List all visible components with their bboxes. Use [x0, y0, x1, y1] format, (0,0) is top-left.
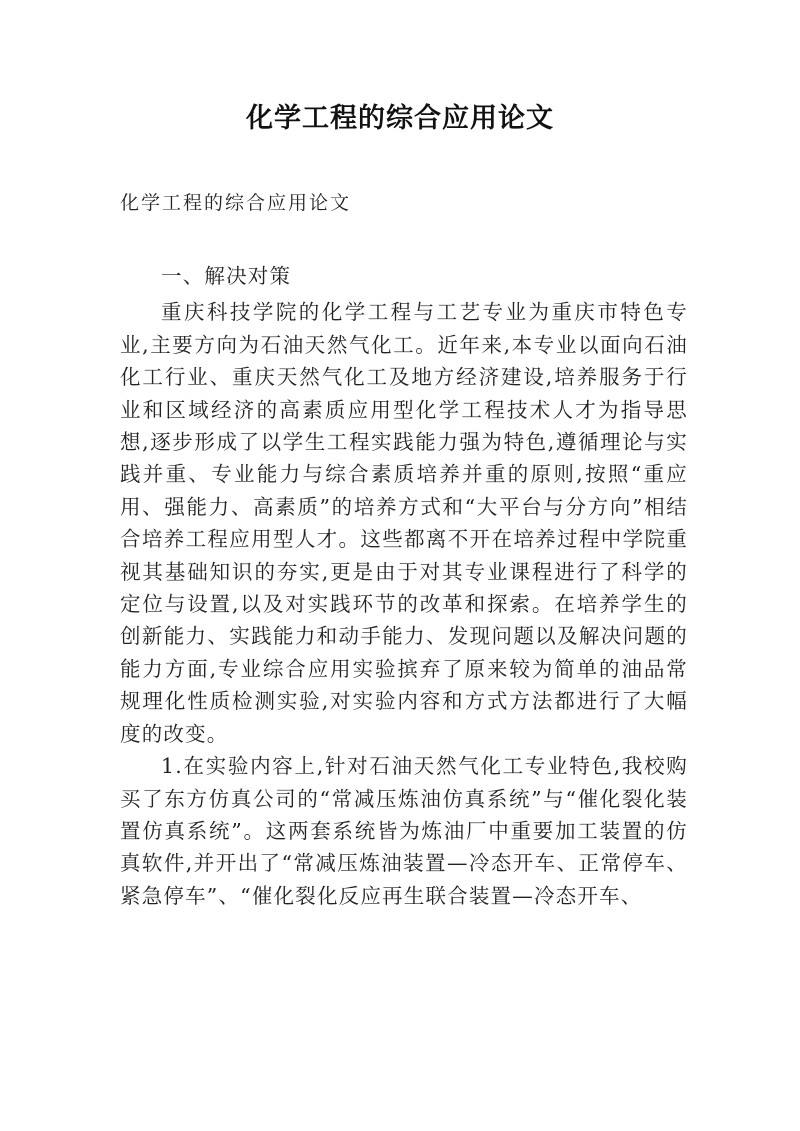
document-subtitle: 化学工程的综合应用论文 — [120, 192, 352, 214]
paragraph-2: 1.在实验内容上,针对石油天然气化工专业特色,我校购买了东方仿真公司的“常减压炼油仿真系统”与“催化裂化装置仿真系统”。这两套系统皆为炼油厂中重要加工装置的仿真软件,并开出了“常减压炼油装置—冷态开车、正常停车、紧急停车”、“催化裂化反应再生联合装置—冷态开车、 — [120, 754, 688, 908]
document-title: 化学工程的综合应用论文 — [246, 103, 554, 134]
paragraph-1: 重庆科技学院的化学工程与工艺专业为重庆市特色专业,主要方向为石油天然气化工。近年来,本专业以面向石油化工行业、重庆天然气化工及地方经济建设,培养服务于行业和区域经济的高素质应用型化学工程技术人才为指导思想,逐步形成了以学生工程实践能力强为特色,遵循理论与实践并重、专业能力与综合素质培养并重的原则,按照“重应用、强能力、高素质”的培养方式和“大平台与分方向”相结合培养工程应用型人才。这些都离不开在培养过程中学院重视其基础知识的夯实,更是由于对其专业课程进行了科学的定位与设置,以及对实践环节的改革和探索。在培养学生的创新能力、实践能力和动手能力、发现问题以及解决问题的能力方面,专业综合应用实验摈弃了原来较为简单的油品常规理化性质检测实验,对实验内容和方式方法都进行了大幅度的改变。 — [120, 300, 688, 746]
document-body — [120, 260, 688, 912]
section-heading: 一、解决对策 — [161, 264, 292, 288]
